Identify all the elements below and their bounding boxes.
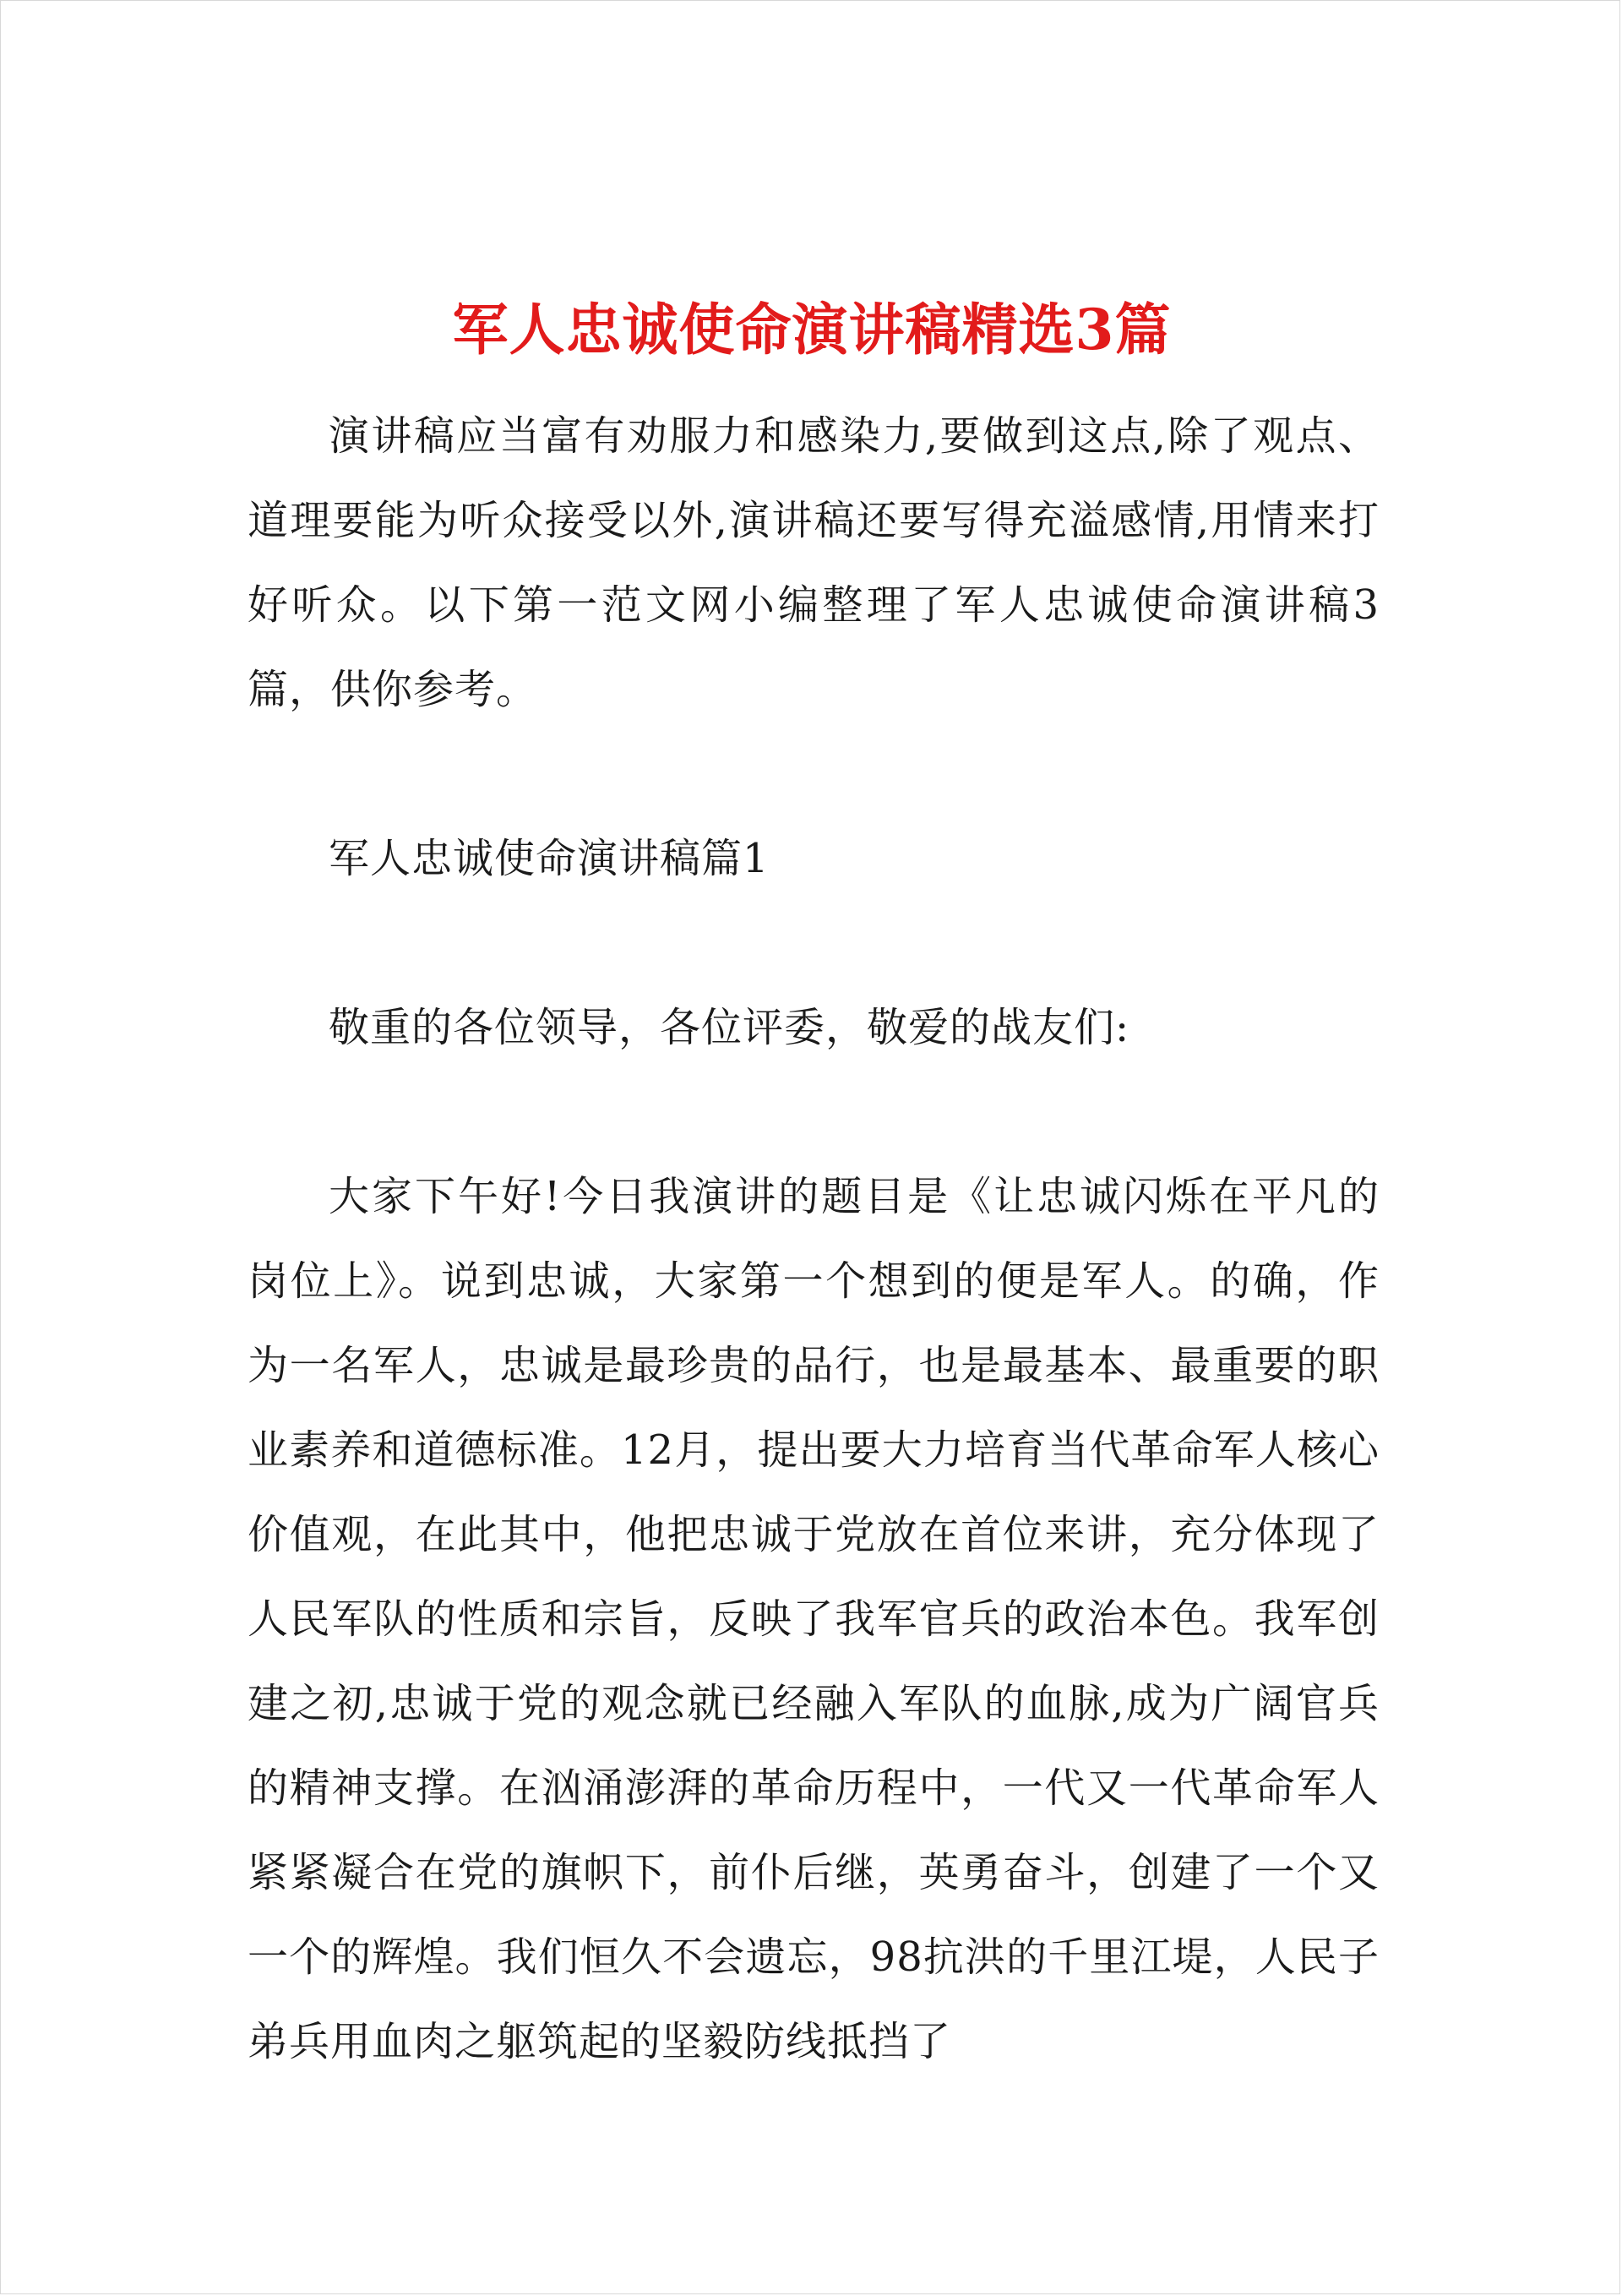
salutation-paragraph: 敬重的各位领导，各位评委，敬爱的战友们: <box>329 1004 1130 1051</box>
document-title: 军人忠诚使命演讲稿精选3篇 <box>452 297 1172 363</box>
section-heading: 军人忠诚使命演讲稿篇1 <box>329 835 770 882</box>
body-paragraph: 大家下午好!今日我演讲的题目是《让忠诚闪烁在平凡的岗位上》。说到忠诚，大家第一个想到的便是军人。的确，作为一名军人，忠诚是最珍贵的品行，也是最基本、最重要的职业素养和道德标准。12月，提出要大力培育当代革命军人核心价值观，在此其中，他把忠诚于党放在首位来讲，充分体现了人民军队的性质和宗旨，反映了我军官兵的政治本色。我军创建之初,忠诚于党的观念就已经融入军队的血脉,成为广阔官兵的精神支撑。在汹涌澎湃的革命历程中，一代又一代革命军人紧紧凝合在党的旗帜下，前仆后继，英勇奋斗，创建了一个又一个的辉煌。我们恒久不会遗忘，98抗洪的千里江堤，人民子弟兵用血肉之躯筑起的坚毅防线抵挡了 <box>248 1173 1380 2065</box>
intro-paragraph: 演讲稿应当富有劝服力和感染力,要做到这点,除了观点、道理要能为听众接受以外,演讲稿还要写得充溢感情,用情来打好听众。以下第一范文网小编整理了军人忠诚使命演讲稿3篇，供你参考。 <box>248 412 1380 713</box>
